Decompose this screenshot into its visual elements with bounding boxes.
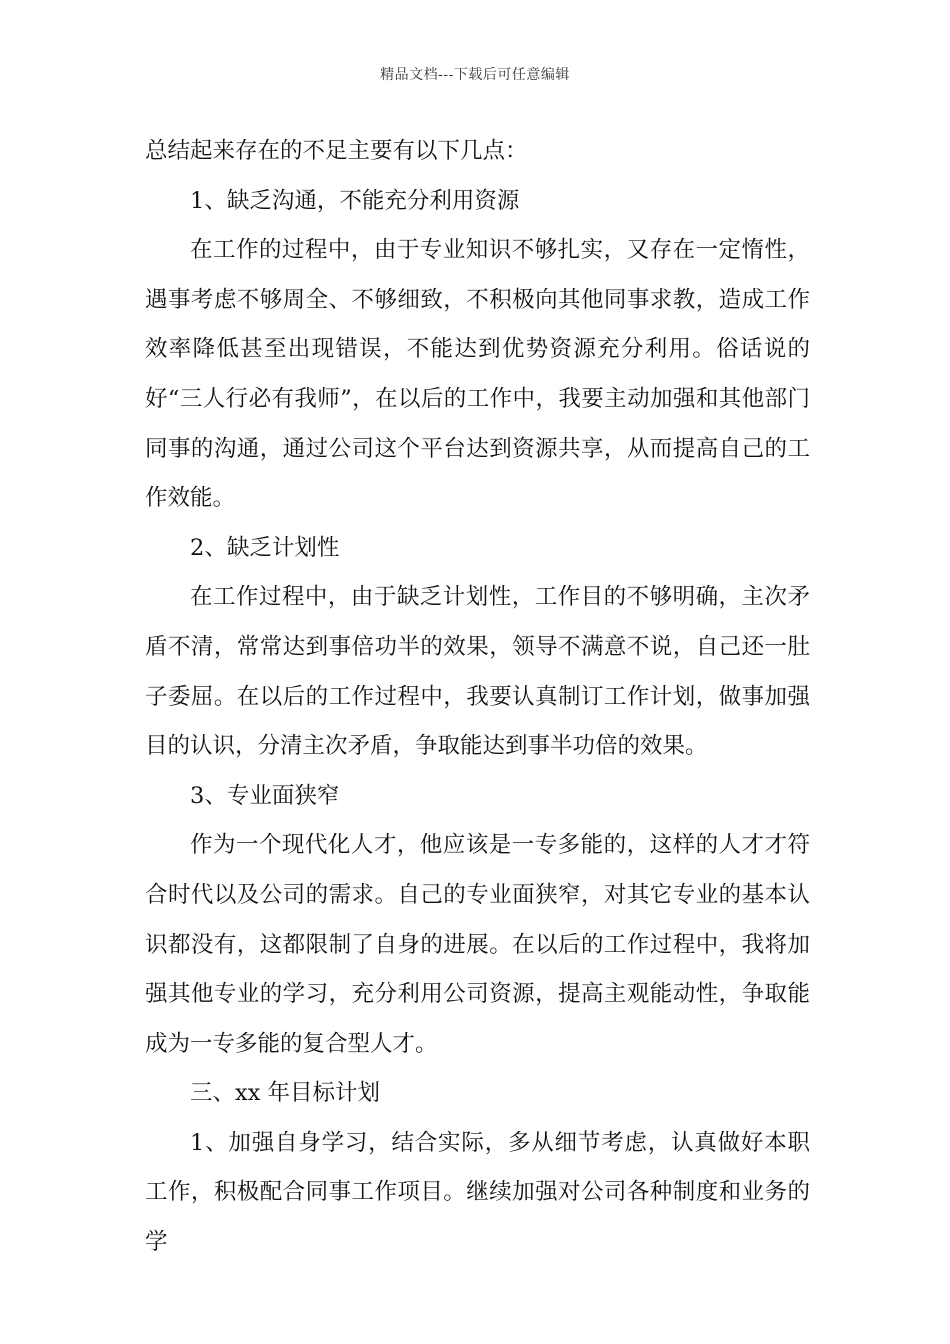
heading-lack-communication: 1、缺乏沟通，不能充分利用资源 [190, 187, 520, 214]
paragraph-planning-detail: 在工作过程中，由于缺乏计划性，工作目的不够明确，主次矛盾不清，常常达到事倍功半的效果，领导不满意不说，自己还一肚子委屈。在以后的工作过程中，我要认真制订工作计划，做事加强目的认识，分清主次矛盾，争取能达到事半功倍的效果。 [145, 584, 810, 760]
paragraph-communication-detail: 在工作的过程中，由于专业知识不够扎实，又存在一定惰性，遇事考虑不够周全、不够细致，不积极向其他同事求教，造成工作效率降低甚至出现错误，不能达到优势资源充分利用。俗话说的好“三人行必有我师”，在以后的工作中，我要主动加强和其他部门同事的沟通，通过公司这个平台达到资源共享，从而提高自己的工作效能。 [145, 237, 810, 512]
heading-narrow-specialty: 3、专业面狭窄 [190, 782, 340, 809]
paragraph-specialty-detail: 作为一个现代化人才，他应该是一专多能的，这样的人才才符合时代以及公司的需求。自己的专业面狭窄，对其它专业的基本认识都没有，这都限制了自身的进展。在以后的工作过程中，我将加强其他专业的学习，充分利用公司资源，提高主观能动性，争取能成为一专多能的复合型人才。 [145, 832, 810, 1057]
paragraph-summary-intro: 总结起来存在的不足主要有以下几点： [145, 138, 528, 164]
page-header: 精品文档---下载后可任意编辑 [380, 67, 570, 83]
heading-lack-planning: 2、缺乏计划性 [190, 534, 340, 561]
document-body [145, 127, 810, 1268]
paragraph-goal-1: 1、加强自身学习，结合实际，多从细节考虑，认真做好本职工作，积极配合同事工作项目。继续加强对公司各种制度和业务的学 [145, 1129, 810, 1256]
heading-yearly-goals: 三、xx 年目标计划 [190, 1080, 381, 1107]
